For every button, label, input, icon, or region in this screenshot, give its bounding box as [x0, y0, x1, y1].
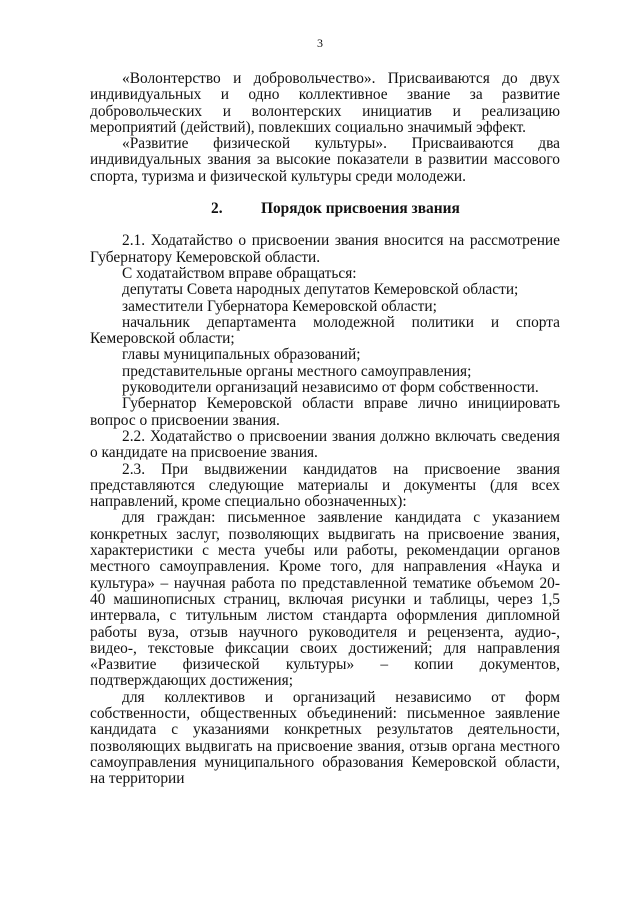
- section-number: 2.: [211, 200, 223, 218]
- paragraph-2-3: 2.3. При выдвижении кандидатов на присвоение звания представляются следующие материалы и документы (для всех направлений, кроме специально обозначенных):: [90, 460, 560, 511]
- paragraph-governor-initiative: Губернатор Кемеровской области вправе лично инициировать вопрос о присвоении звания.: [90, 395, 560, 429]
- paragraph-physical-culture: «Развитие физической культуры». Присваиваются два индивидуальных звания за высокие показатели в развитии массового спорта, туризма и физической культуры среди молодежи.: [90, 135, 560, 185]
- paragraph-2-1: 2.1. Ходатайство о присвоении звания вносится на рассмотрение Губернатору Кемеровской области.: [90, 232, 560, 266]
- paragraph-petition-right: С ходатайством вправе обращаться:: [122, 264, 357, 282]
- list-item-representative-bodies: представительные органы местного самоуправления;: [122, 362, 472, 380]
- page-number: 3: [317, 36, 323, 50]
- document-body: [90, 71, 560, 787]
- section-heading: [90, 201, 560, 217]
- paragraph-2-2: 2.2. Ходатайство о присвоении звания должно включать сведения о кандидате на присвоение звания.: [90, 427, 560, 462]
- list-item-department-head: начальник департамента молодежной политики и спорта Кемеровской области;: [90, 313, 560, 348]
- section-title: Порядок присвоения звания: [261, 200, 460, 218]
- list-item-deputies: депутаты Совета народных депутатов Кемеровской области;: [122, 281, 519, 299]
- list-item-organization-heads: руководители организаций независимо от форм собственности.: [122, 379, 539, 397]
- list-item-deputy-governors: заместители Губернатора Кемеровской области;: [122, 297, 437, 315]
- list-item-municipal-heads: главы муниципальных образований;: [122, 346, 361, 364]
- paragraph-for-collectives: для коллективов и организаций независимо от форм собственности, общественных объединений: письменное заявление кандидата с указаниями конкретных результатов деятельности, позволяющих выдвигать на присвоение звания, отзыв органа местного самоуправления муниципального образования Кемеровской области, на территории: [90, 688, 560, 788]
- paragraph-for-citizens: для граждан: письменное заявление кандидата с указанием конкретных заслуг, позволяющих выдвигать на присвоение звания, характеристики с места учебы или работы, рекомендации органов местного самоуправления. Кроме того, для направления «Наука и культура» – научная работа по представленной тематике объемом 20-40 машинописных страниц, включая рисунки и таблицы, через 1,5 интервала, с титульным листом стандарта оформления дипломной работы вуза, отзыв научного руководителя и рецензента, аудио-, видео-, текстовые фиксации своих достижений; для направления «Развитие физической культуры» – копии документов, подтверждающих достижения;: [90, 509, 560, 690]
- paragraph-volunteering: «Волонтерство и добровольчество». Присваиваются до двух индивидуальных и одно коллективное звание за развитие добровольческих и волонтерских инициатив и реализацию мероприятий (действий), повлекших социально значимый эффект.: [90, 70, 560, 136]
